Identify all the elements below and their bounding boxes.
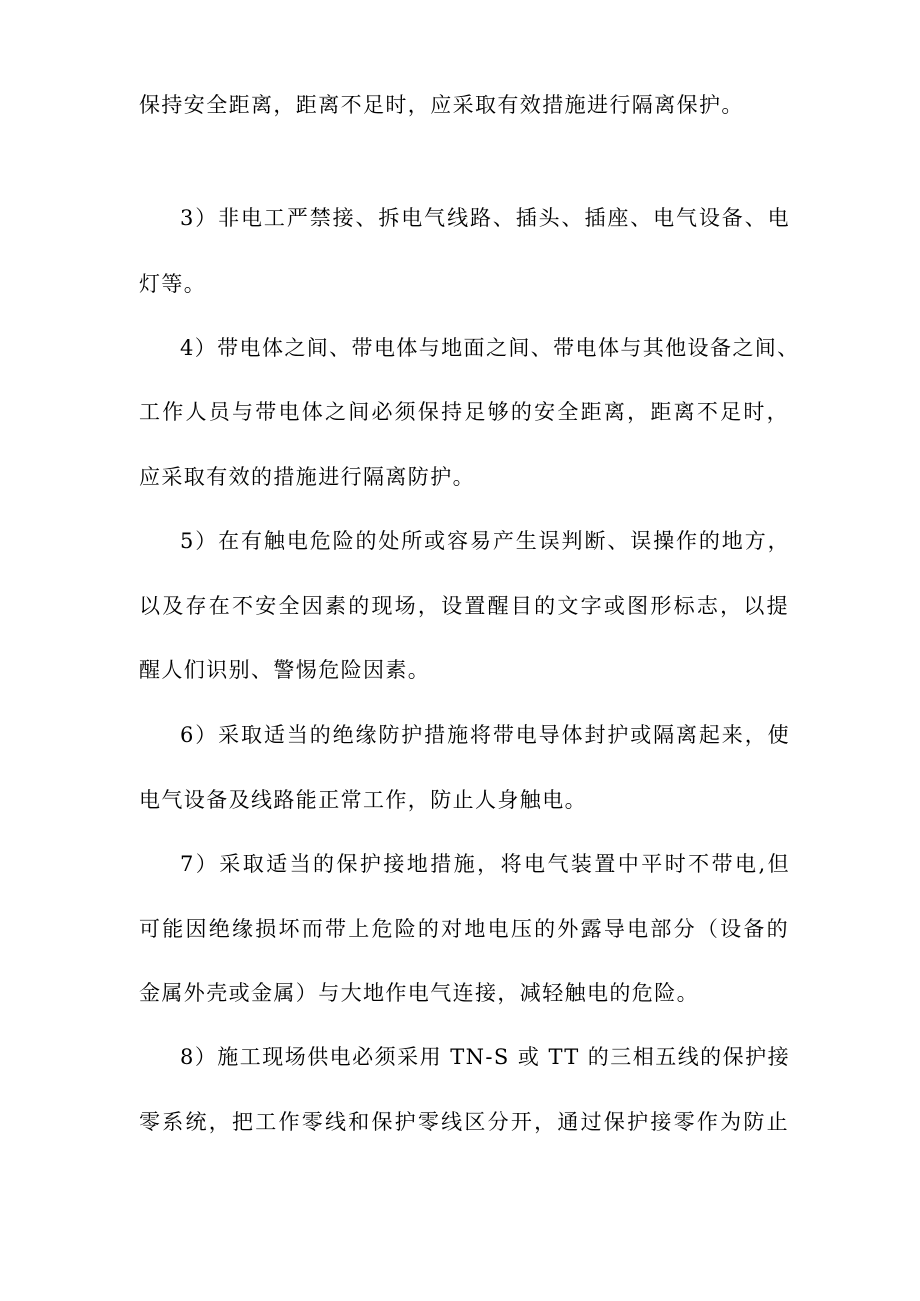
text-line: 5）在有触电危险的处所或容易产生误判断、误操作的地方， bbox=[180, 529, 790, 553]
text-line: 电气设备及线路能正常工作，防止人身触电。 bbox=[139, 788, 587, 812]
text-line: 7）采取适当的保护接地措施，将电气装置中平时不带电,但 bbox=[180, 852, 790, 876]
text-line: 8）施工现场供电必须采用 TN-S 或 TT 的三相五线的保护接 bbox=[180, 1045, 790, 1069]
text-line: 可能因绝缘损坏而带上危险的对地电压的外露导电部分（设备的 bbox=[139, 917, 789, 941]
text-line: 6）采取适当的绝缘防护措施将带电导体封护或隔离起来，使 bbox=[180, 723, 790, 747]
text-line: 应采取有效的措施进行隔离防护。 bbox=[139, 465, 475, 489]
text-line: 保持安全距离，距离不足时，应采取有效措施进行隔离保护。 bbox=[139, 93, 744, 117]
text-line: 金属外壳或金属）与大地作电气连接，减轻触电的危险。 bbox=[139, 981, 699, 1005]
text-line: 3）非电工严禁接、拆电气线路、插头、插座、电气设备、电 bbox=[180, 206, 790, 230]
text-line: 工作人员与带电体之间必须保持足够的安全距离，距离不足时， bbox=[139, 400, 789, 424]
text-line: 4）带电体之间、带电体与地面之间、带电体与其他设备之间、 bbox=[180, 336, 800, 360]
text-line: 以及存在不安全因素的现场，设置醒目的文字或图形标志，以提 bbox=[139, 594, 789, 618]
text-line: 零系统，把工作零线和保护零线区分开，通过保护接零作为防止 bbox=[139, 1110, 789, 1134]
text-line: 醒人们识别、警惕危险因素。 bbox=[139, 658, 431, 682]
text-line: 灯等。 bbox=[139, 272, 207, 296]
